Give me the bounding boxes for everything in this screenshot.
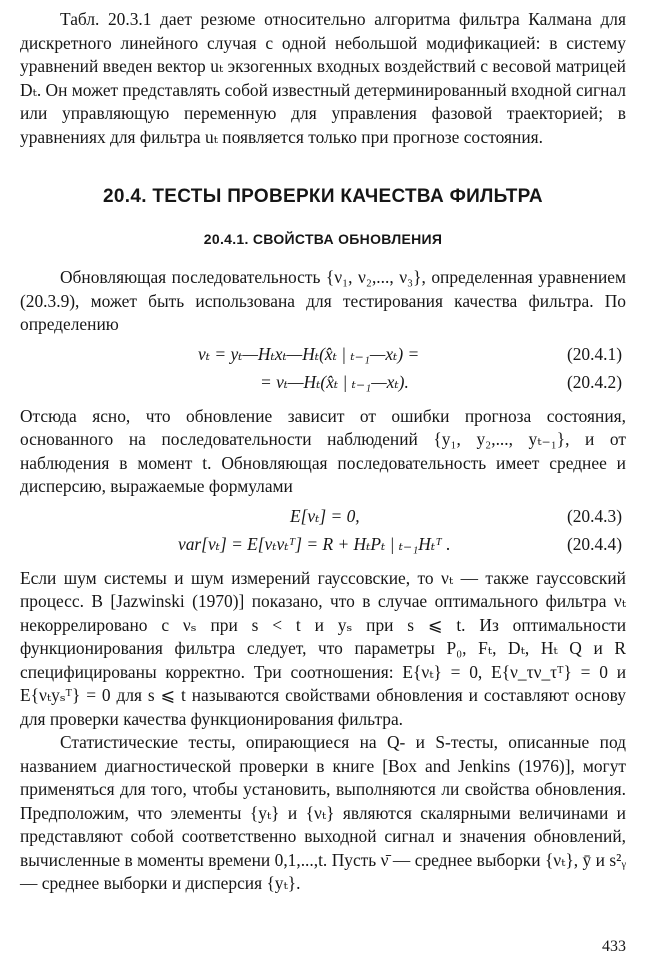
paragraph-gaussian-properties: Если шум системы и шум измерений гауссовские, то νₜ — также гауссовский процесс. В [Jazwinski (1970)] показано, что в случае оптимального фильтра νₜ некоррелировано с νₛ при s < t и yₛ при s ⩽ t. Из оптимальности функционирования фильтра следует, что параметры P₀, Fₜ, Dₜ, Hₜ Q и R специфицированы корректно. Три соотношения: E{νₜ} = 0, E{ν_τν_τᵀ} = 0 и E{νₜyₛᵀ} = 0 для s ⩽ t называются свойствами обновления и составляют основу для проверки качества функционирования фильтра. — [20, 567, 626, 729]
paragraph-innovation-dependence: Отсюда ясно, что обновление зависит от ошибки прогноза состояния, основанного на последовательности наблюдений {y₁, y₂,..., yₜ₋₁}, и от наблюдения в момент t. Обновляющая последовательность имеет среднее и дисперсию, выражаемые формулами — [20, 405, 626, 496]
equation-20-4-3: E[νₜ] = 0, (20.4.3) — [20, 505, 626, 533]
page-number: 433 — [602, 938, 626, 955]
equation-number: (20.4.1) — [566, 343, 622, 364]
paragraph-statistical-tests: Статистические тесты, опирающиеся на Q- и S-тесты, описанные под названием диагностической проверки в книге [Box and Jenkins (1976)], могут применяться для того, чтобы установить, выполняются ли свойства обновления. Предположим, что элементы {yₜ} и {νₜ} являются скалярными величинами и представляют собой соответственно выходной сигнал и значения обновлений, вычисленные в моменты времени 0,1,...,t. Пусть ν̄ — среднее выборки {νₜ}, ȳ и s²ᵧ — среднее выборки и дисперсия {yₜ}. — [20, 732, 626, 893]
equation-number: (20.4.3) — [566, 505, 622, 526]
equation-number: (20.4.4) — [566, 533, 622, 554]
equation-20-4-4: var[νₜ] = E[νₜνₜᵀ] = R + HₜPₜ | ₜ₋₁Hₜᵀ . (20.4.4) — [20, 533, 626, 561]
equation-20-4-1: νₜ = yₜ—Hₜxₜ—Hₜ(x̂ₜ | ₜ₋₁—xₜ) = (20.4.1) — [20, 343, 626, 371]
equation-20-4-2: = νₜ—Hₜ(x̂ₜ | ₜ₋₁—xₜ). (20.4.2) — [20, 371, 626, 399]
paragraph-innovation-definition: Обновляющая последовательность {ν₁, ν₂,..., ν₃}, определенная уравнением (20.3.9), может быть использована для тестирования качества фильтра. По определению — [20, 267, 626, 334]
intro-paragraph: Табл. 20.3.1 дает резюме относительно алгоритма фильтра Калмана для дискретного линейного случая с одной небольшой модификацией: в систему уравнений введен вектор uₜ экзогенных входных воздействий с весовой матрицей Dₜ. Он может представлять собой известный детерминированный входной сигнал или управляющую переменную для управления фазовой траекторией; в уравнениях для фильтра uₜ появляется только при прогнозе состояния. — [20, 9, 626, 147]
equation-number: (20.4.2) — [566, 371, 622, 392]
subsection-title: 20.4.1. СВОЙСТВА ОБНОВЛЕНИЯ — [203, 231, 443, 247]
section-title: 20.4. ТЕСТЫ ПРОВЕРКИ КАЧЕСТВА ФИЛЬТРА — [103, 186, 543, 207]
